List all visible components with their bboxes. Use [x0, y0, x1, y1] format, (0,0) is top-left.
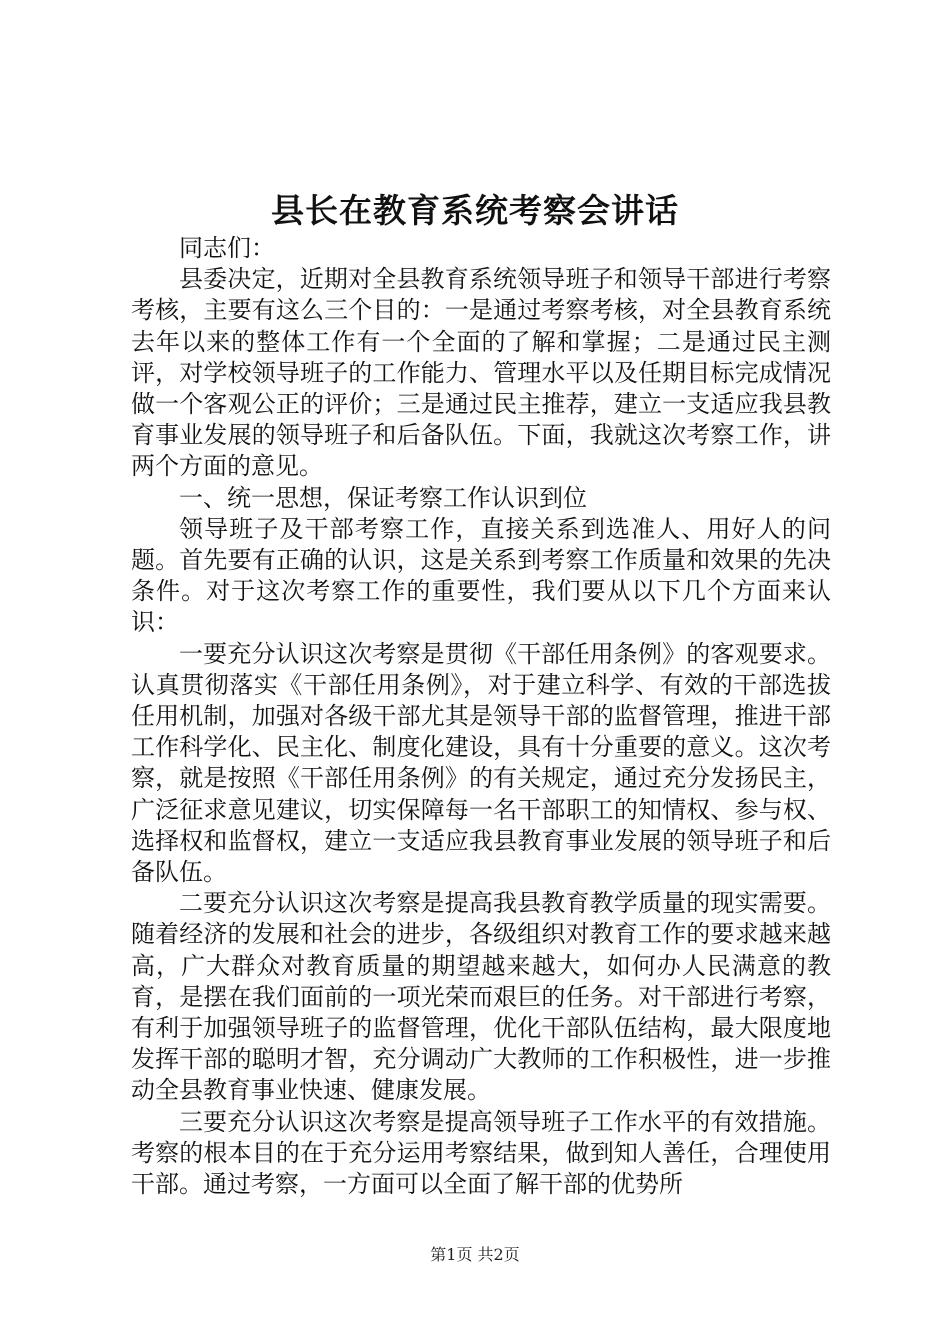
intro-paragraph: 县委决定，近期对全县教育系统领导班子和领导干部进行考察考核，主要有这么三个目的：一是通过考察考核，对全县教育系统去年以来的整体工作有一个全面的了解和掌握；二是通过民主测评，对学校领导班子的工作能力、管理水平以及任期目标完成情况做一个客观公正的评价；三是通过民主推荐，建立一支适应我县教育事业发展的领导班子和后备队伍。下面，我就这次考察工作，讲两个方面的意见。 — [131, 265, 831, 481]
document-title: 县长在教育系统考察会讲话 — [271, 191, 679, 230]
section-heading: 一、统一思想，保证考察工作认识到位 — [179, 483, 587, 512]
body-paragraph: 领导班子及干部考察工作，直接关系到选准人、用好人的问题。首先要有正确的认识，这是关系到考察工作质量和效果的先决条件。对于这次考察工作的重要性，我们要从以下几个方面来认识： — [131, 514, 831, 637]
salutation-paragraph: 同志们： — [179, 234, 275, 262]
page-number-footer: 第1页 共2页 — [430, 1245, 520, 1264]
document-body — [131, 233, 831, 1200]
body-paragraph: 二要充分认识这次考察是提高我县教育教学质量的现实需要。随着经济的发展和社会的进步，各级组织对教育工作的要求越来越高，广大群众对教育质量的期望越来越大，如何办人民满意的教育，是摆在我们面前的一项光荣而艰巨的任务。对干部进行考察，有利于加强领导班子的监督管理，优化干部队伍结构，最大限度地发挥干部的聪明才智，充分调动广大教师的工作积极性，进一步推动全县教育事业快速、健康发展。 — [131, 889, 831, 1105]
body-paragraph: 三要充分认识这次考察是提高领导班子工作水平的有效措施。考察的根本目的在于充分运用考察结果，做到知人善任，合理使用干部。通过考察，一方面可以全面了解干部的优势所 — [131, 1107, 831, 1199]
body-paragraph: 一要充分认识这次考察是贯彻《干部任用条例》的客观要求。认真贯彻落实《干部任用条例》，对于建立科学、有效的干部选拔任用机制，加强对各级干部尤其是领导干部的监督管理，推进干部工作科学化、民主化、制度化建设，具有十分重要的意义。这次考察，就是按照《干部任用条例》的有关规定，通过充分发扬民主，广泛征求意见建议，切实保障每一名干部职工的知情权、参与权、选择权和监督权，建立一支适应我县教育事业发展的领导班子和后备队伍。 — [131, 639, 831, 887]
